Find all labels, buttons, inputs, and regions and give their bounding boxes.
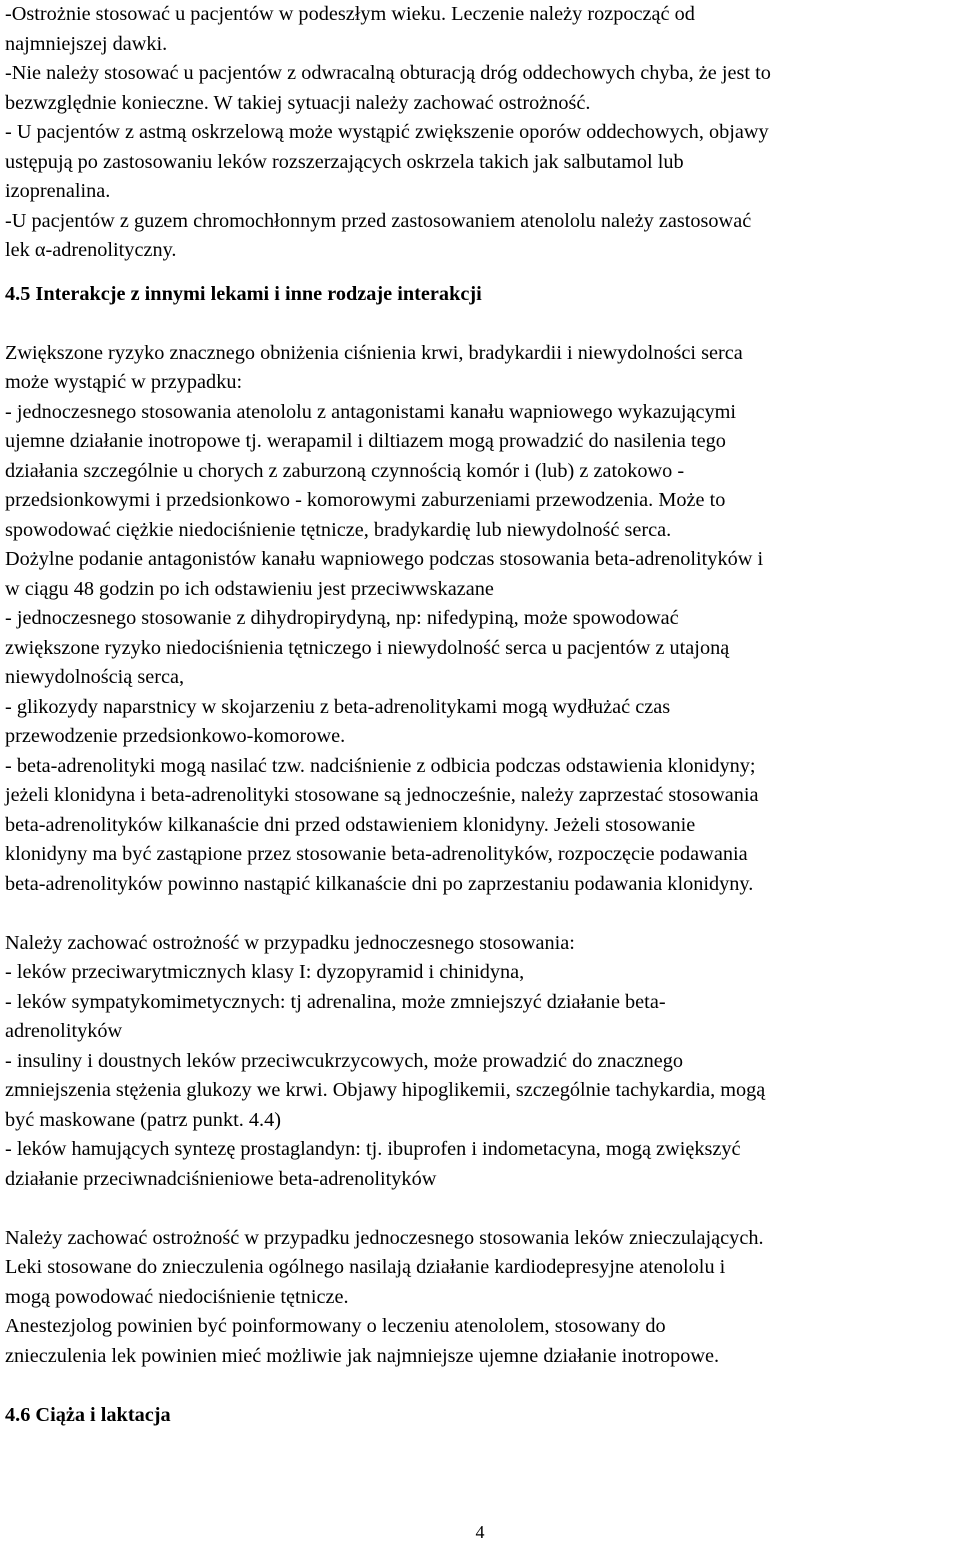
text-line: w ciągu 48 godzin po ich odstawieniu jest przeciwwskazane xyxy=(5,577,494,600)
text-line: -Ostrożnie stosować u pacjentów w podeszłym wieku. Leczenie należy rozpocząć od xyxy=(5,3,695,25)
text-line: - U pacjentów z astmą oskrzelową może wystąpić zwiększenie oporów oddechowych, objawy xyxy=(5,121,769,143)
text-line: przedsionkowymi i przedsionkowo - komorowymi zaburzeniami przewodzenia. Może to xyxy=(5,489,726,511)
text-line: beta-adrenolityków kilkanaście dni przed odstawieniem klonidyny. Jeżeli stosowanie xyxy=(5,813,696,836)
interactions-paragraph xyxy=(5,339,955,900)
text-line: Dożylne podanie antagonistów kanału wapniowego podczas stosowania beta-adrenolityków i xyxy=(5,548,764,570)
text-line: -U pacjentów z guzem chromochłonnym przed zastosowaniem atenololu należy zastosować xyxy=(5,209,752,232)
text-line: Anestezjolog powinien być poinformowany o leczeniu atenololem, stosowany do xyxy=(5,1315,666,1337)
text-line: przewodzenie przedsionkowo-komorowe. xyxy=(5,725,346,747)
text-line: izoprenalina. xyxy=(5,180,111,202)
text-line: - jednoczesnego stosowanie z dihydropirydyną, np: nifedypiną, może spowodować xyxy=(5,607,679,629)
text-line: znieczulenia lek powinien mieć możliwie jak najmniejsze ujemne działanie inotropowe. xyxy=(5,1344,720,1367)
text-line: adrenolityków xyxy=(5,1020,123,1042)
text-line: może wystąpić w przypadku: xyxy=(5,371,243,393)
caution-paragraph xyxy=(5,929,955,1195)
text-line: mogą powodować niedociśnienie tętnicze. xyxy=(5,1285,349,1308)
text-line: - leków hamujących syntezę prostaglandyn: tj. ibuprofen i indometacyna, mogą zwiększyć xyxy=(5,1138,741,1160)
text-line: - jednoczesnego stosowania atenololu z antagonistami kanału wapniowego wykazującymi xyxy=(5,400,737,423)
document-page xyxy=(5,0,955,1430)
precautions-paragraph xyxy=(5,0,955,266)
text-line: działania szczególnie u chorych z zaburzoną czynnością komór i (lub) z zatokowo - xyxy=(5,459,685,482)
text-line: beta-adrenolityków powinno nastąpić kilkanaście dni po zaprzestaniu podawania klonidyny. xyxy=(5,872,754,895)
text-line: spowodować ciężkie niedociśnienie tętnicze, bradykardię lub niewydolność serca. xyxy=(5,518,672,541)
text-line: Należy zachować ostrożność w przypadku jednoczesnego stosowania: xyxy=(5,931,575,954)
section-heading-4-5: 4.5 Interakcje z innymi lekami i inne rodzaje interakcji xyxy=(5,282,482,305)
text-line: jeżeli klonidyna i beta-adrenolityki stosowane są jednocześnie, należy zaprzestać stosowania xyxy=(5,784,759,806)
text-line: bezwzględnie konieczne. W takiej sytuacji należy zachować ostrożność. xyxy=(5,91,591,114)
text-line: - leków przeciwarytmicznych klasy I: dyzopyramid i chinidyna, xyxy=(5,961,525,983)
text-line: -Nie należy stosować u pacjentów z odwracalną obturacją dróg oddechowych chyba, że jest to xyxy=(5,62,771,84)
text-line: lek α-adrenolityczny. xyxy=(5,239,177,261)
text-line: Należy zachować ostrożność w przypadku jednoczesnego stosowania leków znieczulających. xyxy=(5,1226,764,1249)
text-line: niewydolnością serca, xyxy=(5,666,185,688)
text-line: - beta-adrenolityki mogą nasilać tzw. nadciśnienie z odbicia podczas odstawienia klonidyny; xyxy=(5,754,756,777)
text-line: - leków sympatykomimetycznych: tj adrenalina, może zmniejszyć działanie beta- xyxy=(5,990,666,1013)
text-line: ujemne działanie inotropowe tj. werapamil i diltiazem mogą prowadzić do nasilenia tego xyxy=(5,430,726,452)
text-line: zwiększone ryzyko niedociśnienia tętniczego i niewydolność serca u pacjentów z utajoną xyxy=(5,636,730,659)
text-line: najmniejszej dawki. xyxy=(5,32,168,55)
text-line: - glikozydy naparstnicy w skojarzeniu z beta-adrenolitykami mogą wydłużać czas xyxy=(5,695,671,718)
text-line: - insuliny i doustnych leków przeciwcukrzycowych, może prowadzić do znacznego xyxy=(5,1049,684,1072)
text-line: działanie przeciwnadciśnieniowe beta-adrenolityków xyxy=(5,1167,437,1190)
text-line: ustępują po zastosowaniu leków rozszerzających oskrzela takich jak salbutamol lub xyxy=(5,150,684,173)
text-line: klonidyny ma być zastąpione przez stosowanie beta-adrenolityków, rozpoczęcie podawania xyxy=(5,843,748,865)
section-heading-4-6: 4.6 Ciąża i laktacja xyxy=(5,1403,171,1426)
text-line: Zwiększone ryzyko znacznego obniżenia ciśnienia krwi, bradykardii i niewydolności serca xyxy=(5,341,743,364)
text-line: Leki stosowane do znieczulenia ogólnego nasilają działanie kardiodepresyjne atenololu i xyxy=(5,1256,726,1278)
page-number: 4 xyxy=(475,1522,485,1542)
anesthesia-paragraph xyxy=(5,1224,955,1372)
text-line: być maskowane (patrz punkt. 4.4) xyxy=(5,1108,281,1131)
text-line: zmniejszenia stężenia glukozy we krwi. Objawy hipoglikemii, szczególnie tachykardia, mogą xyxy=(5,1079,766,1101)
